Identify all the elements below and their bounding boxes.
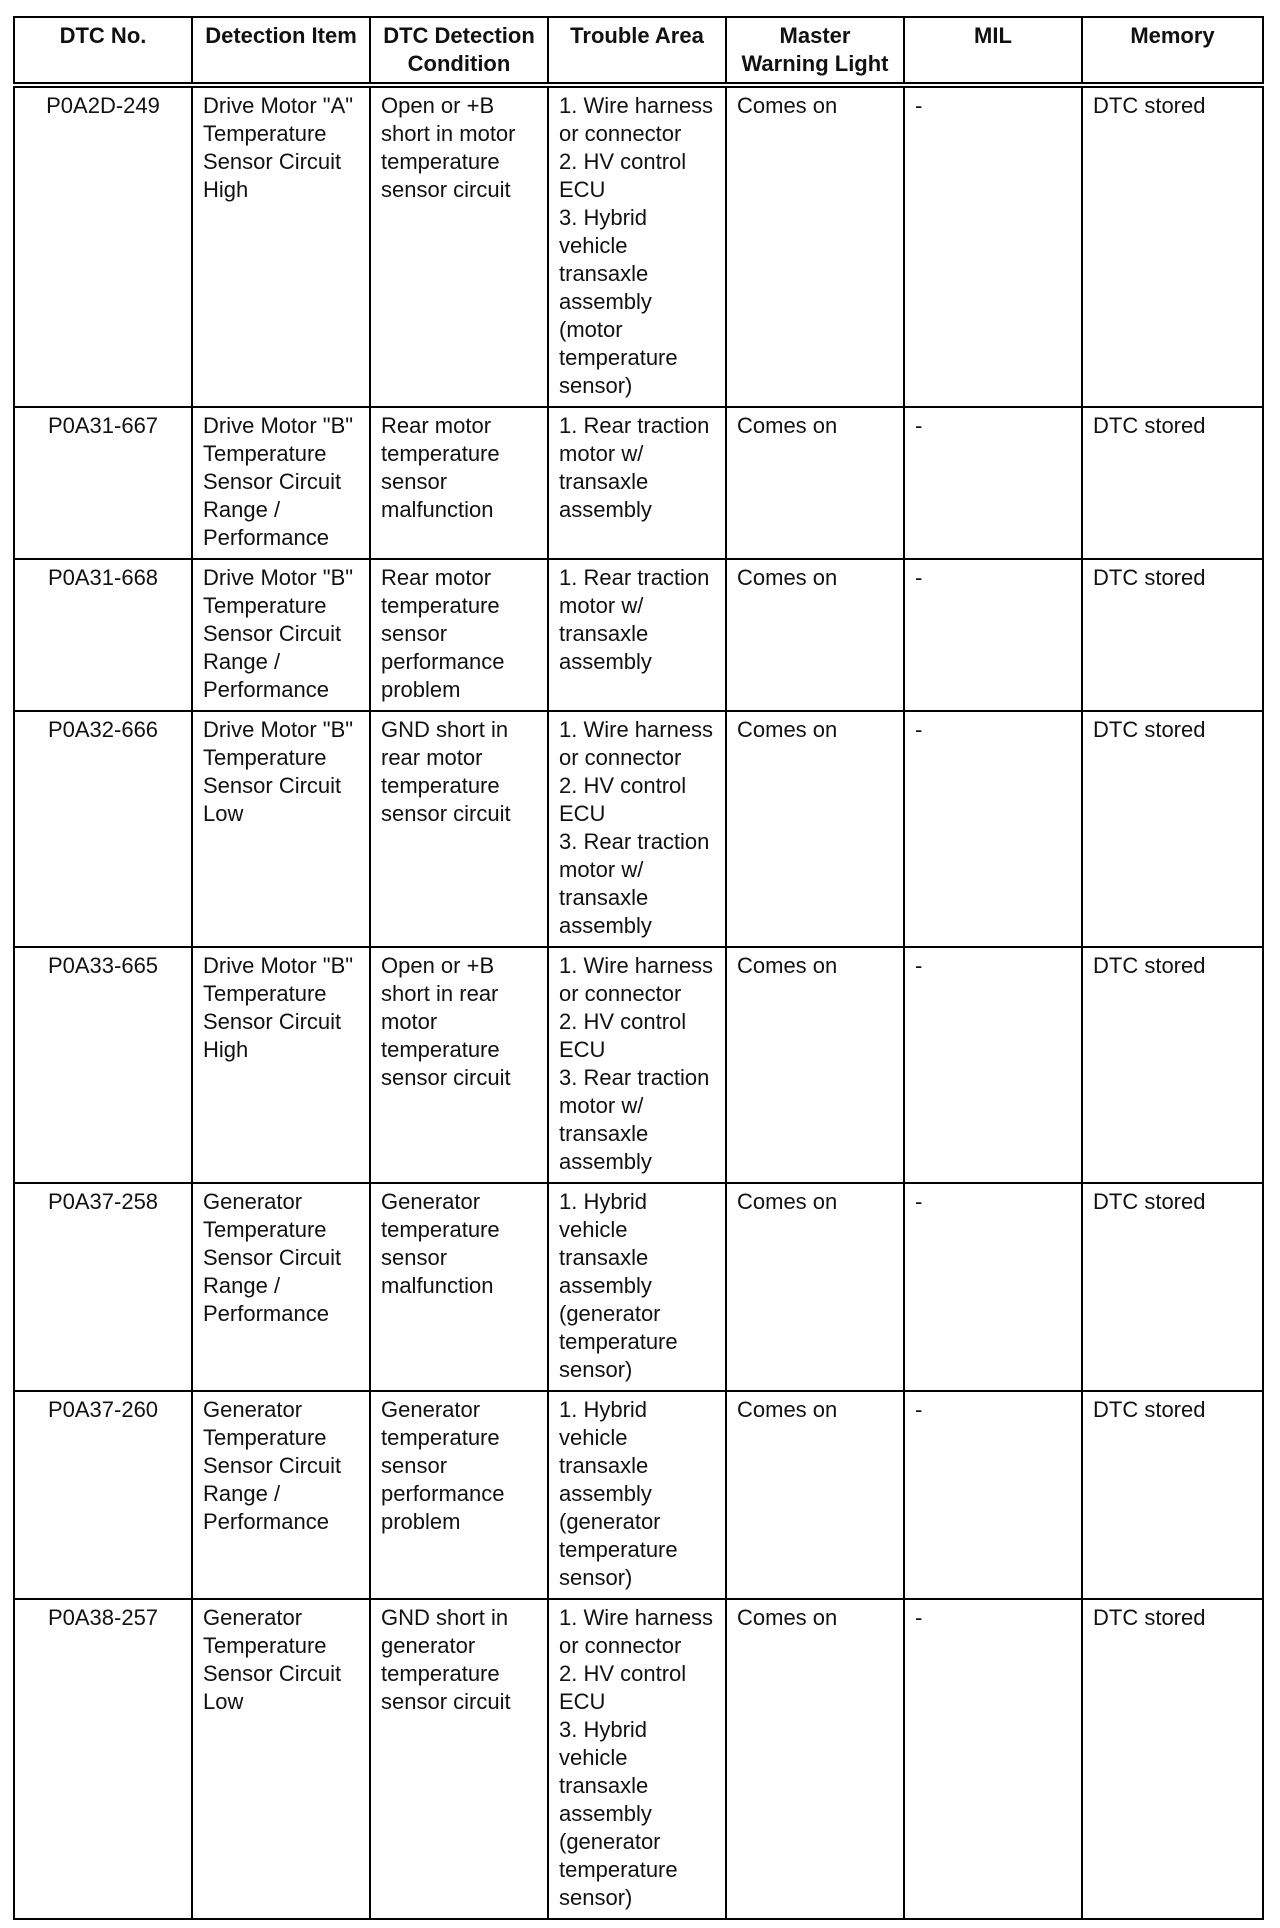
trouble-area-cell	[548, 1599, 726, 1919]
memory-cell	[1082, 559, 1263, 711]
detection-condition-cell	[370, 85, 548, 407]
mil-cell-text: -	[915, 1605, 923, 1630]
dtc-code-cell	[14, 1599, 192, 1919]
mil-cell	[904, 85, 1082, 407]
master-warning-cell-text: Comes on	[737, 1397, 838, 1422]
mil-cell-text: -	[915, 953, 923, 978]
dtc-code-cell	[14, 947, 192, 1183]
dtc-table	[13, 16, 1264, 1920]
table-row	[14, 947, 1263, 1183]
detection-condition-cell	[370, 559, 548, 711]
table-row	[14, 559, 1263, 711]
trouble-area-item: 3. Hybrid vehicle transaxle assembly (generator temperature sensor)	[559, 1717, 678, 1910]
memory-cell-text: DTC stored	[1093, 413, 1206, 438]
detection-condition-cell-text: Rear motor temperature sensor performance problem	[381, 565, 505, 702]
detection-condition-cell	[370, 407, 548, 559]
header-detection-condition: DTC Detection Condition	[370, 17, 548, 85]
mil-cell	[904, 947, 1082, 1183]
detection-item-cell-text: Drive Motor "B" Temperature Sensor Circuit High	[203, 953, 354, 1062]
mil-cell-text: -	[915, 1397, 923, 1422]
trouble-area-item: 1. Rear traction motor w/ transaxle assembly	[559, 413, 710, 522]
detection-condition-cell	[370, 711, 548, 947]
dtc-code-cell	[14, 559, 192, 711]
dtc-code-cell	[14, 1183, 192, 1391]
trouble-area-item: 2. HV control ECU	[559, 1661, 687, 1714]
memory-cell	[1082, 1599, 1263, 1919]
trouble-area-item: 3. Rear traction motor w/ transaxle assembly	[559, 1065, 710, 1174]
detection-condition-cell-text: Generator temperature sensor performance problem	[381, 1397, 505, 1534]
master-warning-cell-text: Comes on	[737, 717, 838, 742]
detection-item-cell	[192, 1391, 370, 1599]
table-row	[14, 1391, 1263, 1599]
detection-condition-cell	[370, 1599, 548, 1919]
detection-condition-cell-text: Open or +B short in rear motor temperature sensor circuit	[381, 953, 511, 1090]
header-master-warning-light: Master Warning Light	[726, 17, 904, 85]
table-row	[14, 1183, 1263, 1391]
trouble-area-item: 1. Wire harness or connector	[559, 93, 714, 146]
mil-cell	[904, 1183, 1082, 1391]
header-detection-item: Detection Item	[192, 17, 370, 85]
master-warning-cell-text: Comes on	[737, 565, 838, 590]
detection-condition-cell-text: Open or +B short in motor temperature sensor circuit	[381, 93, 516, 202]
master-warning-cell	[726, 1599, 904, 1919]
trouble-area-item: 2. HV control ECU	[559, 773, 687, 826]
dtc-document	[13, 16, 1264, 1920]
trouble-area-cell	[548, 407, 726, 559]
table-row	[14, 407, 1263, 559]
header-row	[14, 17, 1263, 85]
detection-item-cell-text: Generator Temperature Sensor Circuit Range / Performance	[203, 1189, 342, 1326]
detection-condition-cell-text: Generator temperature sensor malfunction	[381, 1189, 500, 1298]
mil-cell	[904, 1391, 1082, 1599]
master-warning-cell	[726, 1391, 904, 1599]
trouble-area-item: 1. Wire harness or connector	[559, 717, 714, 770]
detection-item-cell-text: Generator Temperature Sensor Circuit Range / Performance	[203, 1397, 342, 1534]
detection-item-cell	[192, 711, 370, 947]
detection-condition-cell-text: GND short in generator temperature sensor circuit	[381, 1605, 511, 1714]
master-warning-cell	[726, 407, 904, 559]
mil-cell-text: -	[915, 413, 923, 438]
trouble-area-item: 1. Hybrid vehicle transaxle assembly (generator temperature sensor)	[559, 1397, 678, 1590]
trouble-area-item: 1. Wire harness or connector	[559, 953, 714, 1006]
master-warning-cell	[726, 85, 904, 407]
detection-condition-cell	[370, 1391, 548, 1599]
header-dtc-no: DTC No.	[14, 17, 192, 85]
mil-cell-text: -	[915, 1189, 923, 1214]
master-warning-cell	[726, 711, 904, 947]
dtc-code-cell-text: P0A2D-249	[46, 93, 160, 118]
dtc-code-cell	[14, 1391, 192, 1599]
trouble-area-cell	[548, 1391, 726, 1599]
trouble-area-item: 2. HV control ECU	[559, 149, 687, 202]
memory-cell	[1082, 947, 1263, 1183]
dtc-code-cell-text: P0A32-666	[47, 717, 159, 742]
table-row	[14, 85, 1263, 407]
memory-cell	[1082, 1391, 1263, 1599]
trouble-area-cell	[548, 947, 726, 1183]
mil-cell-text: -	[915, 565, 923, 590]
trouble-area-item: 3. Rear traction motor w/ transaxle assembly	[559, 829, 710, 938]
detection-item-cell	[192, 1183, 370, 1391]
detection-item-cell	[192, 407, 370, 559]
table-row	[14, 1599, 1263, 1919]
memory-cell-text: DTC stored	[1093, 953, 1206, 978]
trouble-area-item: 1. Rear traction motor w/ transaxle assembly	[559, 565, 710, 674]
header-memory: Memory	[1082, 17, 1263, 85]
detection-item-cell-text: Drive Motor "B" Temperature Sensor Circuit Range / Performance	[203, 565, 354, 702]
dtc-code-cell-text: P0A31-668	[47, 565, 159, 590]
detection-condition-cell	[370, 947, 548, 1183]
memory-cell-text: DTC stored	[1093, 1189, 1206, 1214]
dtc-code-cell-text: P0A37-260	[47, 1397, 159, 1422]
trouble-area-item: 3. Hybrid vehicle transaxle assembly (motor temperature sensor)	[559, 205, 678, 398]
mil-cell	[904, 711, 1082, 947]
dtc-code-cell-text: P0A38-257	[47, 1605, 159, 1630]
mil-cell	[904, 559, 1082, 711]
memory-cell	[1082, 1183, 1263, 1391]
dtc-code-cell	[14, 85, 192, 407]
memory-cell-text: DTC stored	[1093, 565, 1206, 590]
header-mil: MIL	[904, 17, 1082, 85]
detection-item-cell-text: Drive Motor "B" Temperature Sensor Circuit Range / Performance	[203, 413, 354, 550]
dtc-code-cell-text: P0A31-667	[47, 413, 159, 438]
trouble-area-cell	[548, 1183, 726, 1391]
detection-item-cell	[192, 85, 370, 407]
master-warning-cell-text: Comes on	[737, 1605, 838, 1630]
master-warning-cell-text: Comes on	[737, 93, 838, 118]
detection-item-cell-text: Drive Motor "B" Temperature Sensor Circuit Low	[203, 717, 354, 826]
detection-item-cell	[192, 559, 370, 711]
master-warning-cell	[726, 1183, 904, 1391]
memory-cell-text: DTC stored	[1093, 717, 1206, 742]
trouble-area-cell	[548, 559, 726, 711]
detection-item-cell	[192, 947, 370, 1183]
master-warning-cell-text: Comes on	[737, 953, 838, 978]
trouble-area-item: 2. HV control ECU	[559, 1009, 687, 1062]
detection-condition-cell	[370, 1183, 548, 1391]
trouble-area-cell	[548, 711, 726, 947]
mil-cell-text: -	[915, 717, 923, 742]
master-warning-cell	[726, 559, 904, 711]
master-warning-cell	[726, 947, 904, 1183]
master-warning-cell-text: Comes on	[737, 1189, 838, 1214]
trouble-area-cell	[548, 85, 726, 407]
master-warning-cell-text: Comes on	[737, 413, 838, 438]
memory-cell	[1082, 85, 1263, 407]
memory-cell-text: DTC stored	[1093, 1605, 1206, 1630]
detection-condition-cell-text: Rear motor temperature sensor malfunction	[381, 413, 500, 522]
memory-cell	[1082, 711, 1263, 947]
mil-cell	[904, 1599, 1082, 1919]
detection-condition-cell-text: GND short in rear motor temperature sensor circuit	[381, 717, 511, 826]
mil-cell-text: -	[915, 93, 923, 118]
detection-item-cell	[192, 1599, 370, 1919]
trouble-area-item: 1. Hybrid vehicle transaxle assembly (generator temperature sensor)	[559, 1189, 678, 1382]
header-trouble-area: Trouble Area	[548, 17, 726, 85]
dtc-code-cell	[14, 407, 192, 559]
mil-cell	[904, 407, 1082, 559]
memory-cell	[1082, 407, 1263, 559]
dtc-code-cell-text: P0A37-258	[47, 1189, 159, 1214]
dtc-code-cell	[14, 711, 192, 947]
trouble-area-item: 1. Wire harness or connector	[559, 1605, 714, 1658]
dtc-code-cell-text: P0A33-665	[47, 953, 159, 978]
memory-cell-text: DTC stored	[1093, 93, 1206, 118]
detection-item-cell-text: Generator Temperature Sensor Circuit Low	[203, 1605, 342, 1714]
memory-cell-text: DTC stored	[1093, 1397, 1206, 1422]
table-row	[14, 711, 1263, 947]
detection-item-cell-text: Drive Motor "A" Temperature Sensor Circuit High	[203, 93, 354, 202]
